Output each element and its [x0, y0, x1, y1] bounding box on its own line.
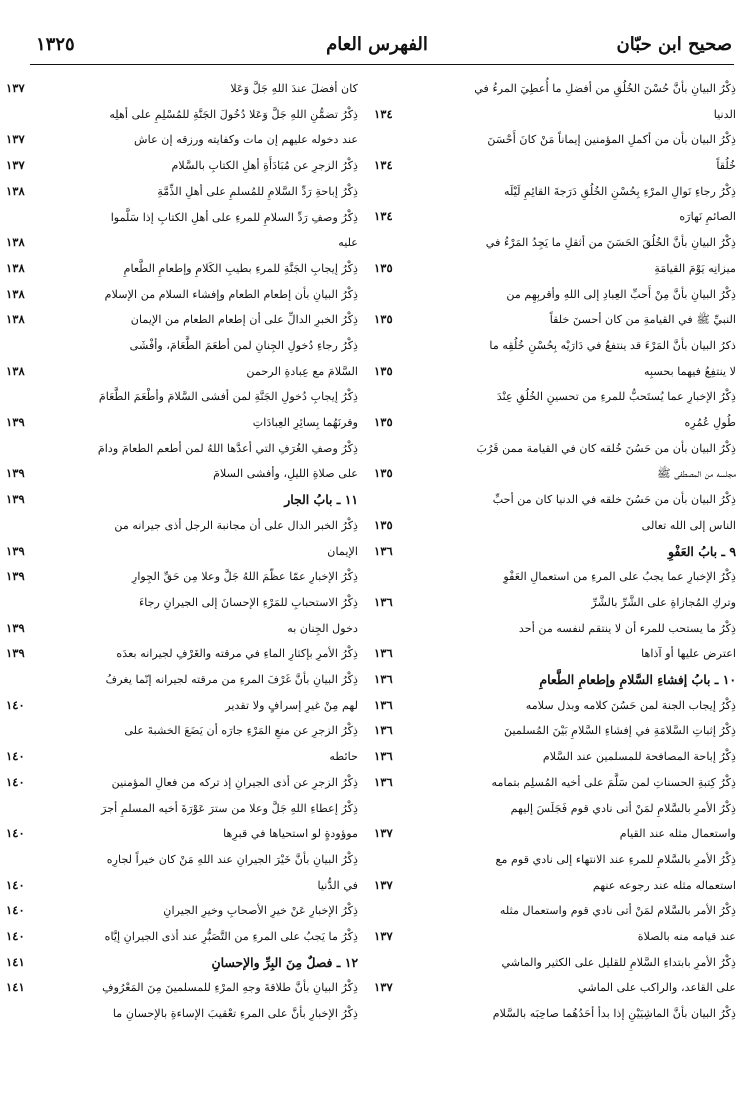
entry-line: ذِكْرُ الخبر الدال على أن مجانبة الرجل أذى جيرانه من: [114, 518, 358, 532]
entry-text: [428, 384, 736, 435]
entry-page-number: ١٣٦: [374, 749, 393, 764]
index-entry: [374, 333, 736, 384]
entry-line: ذِكْرُ الأمرِ بالسَّلامِ للمرءِ عند الانتهاء إلى نادي قوم مع: [495, 852, 736, 866]
entry-text: [428, 76, 736, 127]
index-column-right: [374, 76, 736, 1096]
entry-text: [428, 770, 736, 796]
index-entry: [6, 1001, 358, 1027]
entry-text: [60, 102, 358, 153]
entry-line: ذِكْرُ الزجرِ عن مُبَادَأَةِ أهلِ الكتابِ بالسَّلام: [171, 159, 358, 173]
entry-line: الإيمان: [327, 544, 358, 558]
entry-page-number: ١٣٩: [6, 646, 25, 661]
entry-line: ذِكْرُ إباحة المصافحة للمسلمين عند السَّلام: [542, 750, 736, 764]
entry-text: [60, 950, 358, 976]
page-header: [0, 0, 754, 64]
entry-line: ذِكْرُ البيانِ بأنَّ حُسْنَ الخُلُقِ من أفضلِ ما أُعطِيَ المرءُ في: [474, 82, 736, 95]
entry-line: ذِكْرُ البيان بأن من حَسُنَ خُلقه كان في القيامة ممن قَرُبَ: [476, 441, 736, 455]
index-entry: [374, 847, 736, 898]
entry-line: عند قيامه منه بالصلاة: [637, 929, 736, 943]
entry-line: ذِكْرُ البيان بأنَّ الماشِيَيْنِ إذا بدأ أحَدُهُما صاحِبَه بالسَّلام: [492, 1007, 736, 1021]
index-entry: [6, 924, 358, 950]
entry-page-number: ١٣٩: [6, 543, 25, 558]
entry-text: [60, 924, 358, 950]
entry-line: ذِكْرُ الإخبارِ عَنْ خيرِ الأصحابِ وخيرِ الجيرانِ: [163, 904, 358, 918]
entry-page-number: ١٤٠: [6, 774, 25, 789]
index-entry: [6, 898, 358, 924]
entry-page-number: ١٣٨: [6, 183, 25, 198]
index-entry: [6, 436, 358, 487]
entry-line: على القاعد، والراكب على الماشي: [578, 981, 736, 995]
entry-page-number: ١٤٠: [6, 697, 25, 712]
entry-line: الدنيا: [713, 107, 736, 121]
index-entry: [6, 76, 358, 102]
entry-page-number: ١٣٦: [374, 594, 393, 609]
entry-text: [60, 641, 358, 667]
entry-line: ذِكْرُ الاستحبابِ للمَرْءِ الإحسانَ إلى الجيرانِ رجاءَ: [138, 595, 358, 609]
book-title: صحيح ابن حبّان: [616, 34, 732, 55]
entry-line: ذِكْرُ كِتبةِ الحسناتِ لمن سَلَّمَ على أخيه المُسلِم بتمامه: [491, 775, 736, 789]
entry-text: [60, 847, 358, 898]
entry-page-number: ١٣٧: [374, 826, 393, 841]
entry-page-number: ١٣٨: [6, 260, 25, 275]
entry-text: [60, 333, 358, 384]
entry-page-number: ١٣٦: [374, 774, 393, 789]
index-entry: [374, 796, 736, 847]
entry-line: وقرنَهُما بِسائِرِ العِبادَاتِ: [252, 416, 358, 430]
index-entry: [374, 127, 736, 178]
entry-page-number: ١٣٦: [374, 672, 393, 686]
entry-text: [60, 898, 358, 924]
entry-page-number: ١٣٧: [6, 81, 25, 95]
entry-line: ذِكْرُ الإخبارِ بأنَّ على المرءِ تعْقيبَ الإساءةِ بالإحسانِ ما: [112, 1007, 358, 1021]
entry-page-number: ١٣٥: [374, 517, 393, 532]
index-entry: [374, 230, 736, 281]
entry-text: [428, 950, 736, 1001]
entry-page-number: ١٣٤: [374, 158, 393, 173]
entry-line: ذِكْرُ البيانِ بأنَّ مِنْ أَحبِّ العِبادِ إلى اللهِ وأقربِهِم من: [506, 287, 736, 301]
index-entry: [6, 590, 358, 641]
entry-text: [60, 1001, 358, 1027]
entry-text: [428, 796, 736, 847]
index-entry: [374, 384, 736, 435]
entry-line: ذِكْرُ تضمُّنِ اللهِ جَلَّ وَعَلا دُخُولَ الجَنَّةِ للمُسْلِمِ على أهلِه: [109, 107, 358, 121]
entry-page-number: ١٣٧: [374, 928, 393, 943]
entry-page-number: ١٤٠: [6, 877, 25, 892]
entry-line: ١٠ ـ بابُ إفشاءِ السَّلامِ وإطعامِ الطَّعامِ: [539, 672, 736, 687]
index-entry: [374, 744, 736, 770]
entry-text: [60, 282, 358, 308]
index-entry: [6, 307, 358, 333]
entry-page-number: ١٣٨: [6, 312, 25, 327]
entry-line: ذِكْرُ الأمرِ بإكثارِ الماءِ في مرقته والغَرْفِ لجيرانه بعدَه: [116, 647, 358, 661]
entry-text: [428, 847, 736, 898]
index-section-heading: [6, 950, 358, 976]
entry-line: استعماله مثله عند رجوعه عنهم: [592, 878, 736, 892]
entry-line: ذِكْرُ رجاءِ نَوالِ المرْءِ بِحُسْنِ الخُلُقِ دَرَجةَ القائِمِ لَيْلَه: [504, 184, 736, 198]
entry-line: ذِكْرُ وصفِ الغُرَفِ التي أعدَّها اللهُ لمن أطعم الطعامَ ودامَ: [97, 441, 358, 455]
entry-text: [60, 384, 358, 435]
entry-line: ذِكْرُ الزجرِ عن أذى الجيرانِ إذ تركه من فعالِ المؤمنين: [111, 775, 358, 789]
entry-text: [428, 230, 736, 281]
index-entry: [374, 770, 736, 796]
section-title: الفهرس العام: [326, 34, 428, 55]
entry-line: ذِكْرُ الأمر بالسَّلام لمَنْ أتى نادي قوم واستعمال مثله: [499, 904, 736, 918]
entry-page-number: ١٣٧: [374, 980, 393, 995]
entry-line: ٩ ـ بابُ العَفْوِ: [668, 543, 736, 559]
index-entry: [6, 513, 358, 564]
entry-page-number: ١٤٠: [6, 749, 25, 764]
index-entry: [374, 693, 736, 719]
entry-page-number: ١٣٩: [6, 415, 25, 430]
index-entry: [374, 1001, 736, 1027]
entry-line: ذِكْرُ البيان بأن من أكملِ المؤمنين إيماناً مَنْ كانَ أَحْسَنَ: [487, 133, 736, 147]
entry-line: ذِكْرُ الزجرِ عن منعِ المَرْءِ جارَه أن يَضَعَ الخشبةَ على: [124, 724, 358, 738]
index-entry: [6, 718, 358, 769]
entry-line: الصائمِ نَهارَه: [679, 210, 736, 224]
index-entry: [374, 487, 736, 538]
entry-line: اعترض عليها أو آذاها: [641, 647, 736, 661]
entry-line: ذِكْرُ إيجابِ دُخولِ الجَنَّةِ لمن أفشى السَّلامَ وأطْعَمَ الطَّعَامَ: [98, 390, 358, 404]
entry-line: واستعمال مثله عند القيام: [619, 827, 736, 841]
index-entry: [6, 333, 358, 384]
entry-line: على صلاةِ الليلِ، وأفشى السلامَ: [213, 467, 358, 481]
entry-line: عند دخوله عليهم إن مات وكفايته ورزقه إن عاش: [134, 133, 358, 147]
entry-page-number: ١٤٠: [6, 929, 25, 944]
entry-line: ذِكْرُ الأمرِ بابتداءِ السَّلامِ للقليل على الكثير والماشي: [501, 955, 736, 969]
entry-text: [428, 693, 736, 719]
entry-line: ذِكْرُ رجاءِ دُخولِ الجِنانِ لمن أطعَمَ الطَّعَامَ، وأفْشَى: [129, 339, 358, 352]
entry-line: ذِكْرُ الإخبارِ عما يجبُ على المرءِ من استعمالِ العَفْوِ: [503, 570, 736, 584]
index-entry: [374, 436, 736, 487]
index-entry: [6, 256, 358, 282]
entry-text: [60, 564, 358, 590]
entry-text: [428, 487, 736, 538]
entry-line: دخول الجِنان به: [287, 621, 358, 635]
entry-line: في الدُّنيا: [317, 878, 358, 892]
entry-line: ذكرُ البيان بأنَّ المَرْءَ قد ينتفعُ في دَارَيْه بِحُسْنِ خُلُقِه ما: [489, 338, 736, 352]
entry-line: السَّلامَ مع عِبادةِ الرحمن: [246, 364, 358, 378]
entry-text: [60, 153, 358, 179]
entry-page-number: ١٣٤: [374, 209, 393, 224]
entry-text: [428, 436, 736, 487]
entry-text: [428, 744, 736, 770]
index-entry: [6, 282, 358, 308]
index-entry: [6, 384, 358, 435]
index-entry: [6, 667, 358, 718]
entry-line: ذِكْرُ الإخبارِ عمّا عظّمَ اللهُ جَلَّ وعلا مِن حَقِّ الجِوارِ: [131, 570, 358, 584]
entry-text: [428, 1001, 736, 1027]
index-entry: [374, 898, 736, 949]
entry-line: لهم مِنْ غيرِ إسرافٍ ولا تقدير: [225, 698, 358, 712]
entry-page-number: ١٣٦: [374, 697, 393, 712]
entry-text: [60, 718, 358, 769]
index-entry: [6, 975, 358, 1001]
entry-line: لا ينتفِعُ فيهما بحسبِه: [644, 364, 736, 378]
entry-page-number: ١٣٥: [374, 466, 393, 481]
entry-line: ١١ ـ بابُ الجار: [284, 492, 358, 508]
entry-text: [60, 975, 358, 1001]
entry-page-number: ١٣٨: [6, 235, 25, 250]
entry-line: خُلُقاً: [716, 159, 736, 173]
entry-line: ذِكْرُ الأمرِ بالسَّلامِ لمَنْ أتى نادي قوم فَجَلَسَ إليهم: [510, 801, 736, 815]
entry-line: طُولِ عُمُرِه: [684, 416, 736, 430]
entry-text: [428, 539, 736, 565]
entry-page-number: ١٣٦: [374, 646, 393, 661]
index-entry: [6, 847, 358, 898]
entry-text: [60, 205, 358, 256]
index-entry: [374, 282, 736, 333]
entry-page-number: ١٣٥: [374, 363, 393, 378]
entry-text: [428, 667, 736, 693]
entry-page-number: ١٤٠: [6, 826, 25, 841]
entry-line: ذِكْرُ ما يَجبُ على المرءِ من التَّصَبُّرِ عند أذى الجيرانِ إيَّاه: [104, 930, 358, 944]
entry-line: ذِكْرُ إثباتِ السَّلامَةِ في إفشاءِ السَّلامِ بَيْنَ المُسلمينَ: [504, 724, 736, 738]
entry-line: موؤودةٍ لو استحياها في قبرِها: [223, 827, 358, 841]
entry-page-number: ١٣٧: [374, 877, 393, 892]
entry-text: [60, 590, 358, 641]
entry-line: ١٢ ـ فصلٌ مِنَ البِرِّ والإحسانِ: [211, 954, 358, 970]
entry-page-number: ١٣٥: [374, 260, 393, 275]
index-entry: [6, 796, 358, 847]
entry-text: [60, 513, 358, 564]
index-column-left: [6, 76, 358, 1096]
index-entry: [374, 179, 736, 230]
page-number: ١٣٢٥: [36, 34, 75, 55]
entry-text: [60, 436, 358, 487]
index-entry: [6, 641, 358, 667]
index-entry: [6, 205, 358, 256]
entry-text: [60, 770, 358, 796]
entry-page-number: ١٣٨: [6, 363, 25, 378]
entry-text: [428, 179, 736, 230]
entry-line: ذِكْرُ إعطاءِ اللهِ جَلَّ وعلا من سترَ عَوْرَةَ أخيه المسلمِ أجرَ: [101, 801, 358, 815]
entry-page-number: ١٣٧: [6, 132, 25, 147]
entry-page-number: ١٣٥: [374, 415, 393, 430]
index-entry: [6, 153, 358, 179]
index-entry: [6, 564, 358, 590]
entry-line: ذِكْرُ البيان بأن من حَسُنَ خلقه في الدنيا كان من أحبِّ: [492, 493, 736, 507]
entry-line: ذِكْرُ البيانِ بأنَّ غَرْفَ المرءِ من مرقته لجيرانه إنّما يغرفُ: [105, 673, 358, 687]
entry-text: [428, 564, 736, 615]
entry-text: [60, 307, 358, 333]
entry-page-number: ١٣٩: [6, 466, 25, 481]
entry-line: مجلسه من المصطفى ﷺ: [657, 467, 736, 481]
entry-line: ذِكْرُ الخبرِ الدالِّ على أن إطعام الطعام من الإيمان: [130, 313, 358, 327]
entry-page-number: ١٣٩: [6, 569, 25, 584]
index-section-heading: [6, 487, 358, 513]
entry-page-number: ١٣٩: [6, 620, 25, 635]
entry-page-number: ١٣٦: [374, 543, 393, 558]
entry-page-number: ١٣٤: [374, 106, 393, 121]
entry-page-number: ١٣٧: [6, 158, 25, 173]
index-entry: [374, 950, 736, 1001]
entry-line: الناس إلى الله تعالى: [641, 518, 736, 532]
entry-text: [60, 256, 358, 282]
index-entry: [6, 102, 358, 153]
entry-line: ذِكْرُ إباحةِ رَدِّ السَّلامِ للمُسلمِ على أهلِ الذِّمَّةِ: [157, 184, 358, 198]
entry-page-number: ١٤١: [6, 980, 25, 995]
entry-line: ذِكْرُ البيانِ بأن إطعام الطعام وإفشاء السلام من الإسلام: [104, 287, 358, 301]
entry-text: [428, 616, 736, 667]
entry-text: [428, 898, 736, 949]
entry-text: [60, 76, 358, 102]
entry-text: [60, 667, 358, 718]
entry-line: وتركِ المُجازاةِ على الشَّرِّ بالشَّرِّ: [591, 595, 736, 609]
index-entry: [6, 770, 358, 796]
entry-line: ذِكْرُ ما يستحب للمرء أن لا ينتقم لنفسه من أحد: [518, 621, 736, 635]
entry-text: [428, 333, 736, 384]
index-entry: [374, 616, 736, 667]
entry-text: [60, 487, 358, 513]
entry-line: النبيِّ ﷺ في القيامةِ من كان أحسنَ خلقاً: [549, 313, 736, 327]
index-entry: [374, 718, 736, 744]
entry-text: [60, 179, 358, 205]
entry-text: [428, 718, 736, 744]
entry-page-number: ١٣٥: [374, 312, 393, 327]
entry-line: حائطه: [329, 750, 358, 764]
entry-text: [60, 796, 358, 847]
entry-line: ذِكْرُ الإخبارِ عما يُستَحبُّ للمرءِ من تحسينِ الخُلُقِ عِنْدَ: [496, 390, 736, 404]
entry-text: [428, 282, 736, 333]
entry-line: ذِكْرُ البيانِ بأنَّ الخُلُقَ الحَسَنَ من أثقلِ ما يَجِدُ المَرْءُ في: [485, 236, 736, 250]
entry-text: [428, 127, 736, 178]
entry-page-number: ١٣٦: [374, 723, 393, 738]
index-section-heading: [374, 539, 736, 565]
index-entry: [374, 564, 736, 615]
entry-page-number: ١٤١: [6, 954, 25, 969]
entry-line: ذِكْرُ البيانِ بأنَّ طلاقةَ وجهِ المرْءِ للمسلمينَ مِنَ المَعْرُوفِ: [102, 981, 358, 995]
entry-page-number: ١٣٨: [6, 286, 25, 301]
entry-page-number: ١٤٠: [6, 903, 25, 918]
entry-line: كان أفضلَ عندَ اللهِ جَلَّ وَعَلا: [230, 82, 358, 95]
index-entry: [374, 76, 736, 127]
entry-line: ذِكْرُ وصفِ رَدِّ السلامِ للمرءِ على أهلِ الكتابِ إذا سَلَّموا: [110, 210, 358, 224]
entry-line: ذِكْرُ إيجابِ الجَنَّةِ للمرءِ بطيبِ الكَلامِ وإطعامِ الطَّعامِ: [123, 261, 358, 275]
entry-page-number: ١٣٩: [6, 492, 25, 507]
entry-line: عليه: [338, 236, 358, 250]
entry-line: ذِكْرُ إيجاب الجنة لمن حَسُنَ كلامه وبذل سلامه: [525, 698, 736, 712]
header-divider: [30, 64, 734, 65]
index-entry: [6, 179, 358, 205]
entry-line: ذِكْرُ البيانِ بأنَّ خَيْرَ الجيرانِ عند اللهِ مَنْ كان خيراً لجارِه: [106, 852, 358, 866]
entry-line: ميزانِه يَوْمَ القيامَةِ: [654, 261, 736, 275]
index-section-heading: [374, 667, 736, 693]
